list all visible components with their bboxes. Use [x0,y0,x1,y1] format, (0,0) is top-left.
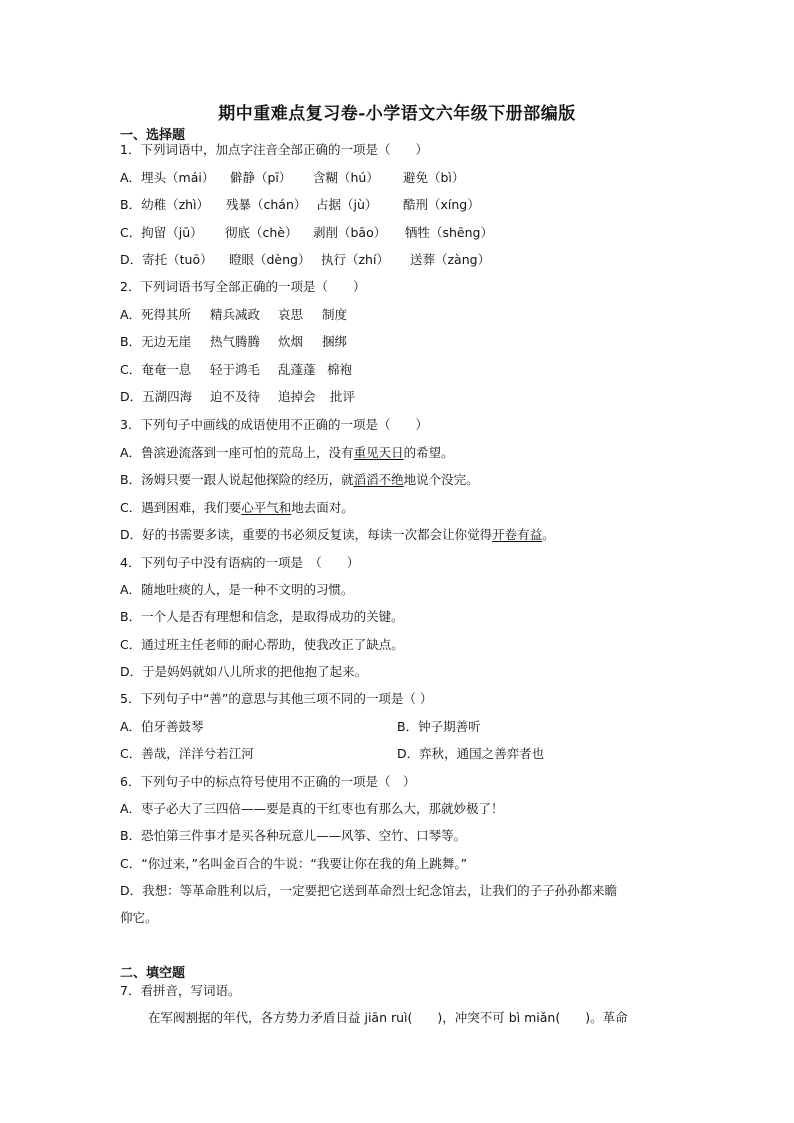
q1-option-d-1: D．寄托（tuō） [120,252,213,267]
q2-option-a-4: 制度 [322,307,348,322]
q2-option-b-2: 热气腾腾 [210,334,261,349]
q1-option-c-3: 剥削（bāo） [313,225,387,240]
q5-option-b: B．钟子期善听 [397,719,481,734]
question-1-stem: 1．下列词语中，加点字注音全部正确的一项是（ ） [120,142,428,157]
question-5-stem: 5．下列句子中“善”的意思与其他三项不同的一项是（ ） [120,691,433,706]
q6-option-d-line-1: D．我想：等革命胜利以后，一定要把它送到革命烈士纪念馆去，让我们的子子孙孙都来瞻 [120,883,618,898]
q1-option-a-4: 避免（bì） [403,170,465,185]
q6-option-a: A．枣子必大了三四倍——要是真的干红枣也有那么大，那就妙极了！ [120,801,504,816]
q1-option-c-4: 牺牲（shēng） [405,225,493,240]
question-2-stem: 2．下列词语书写全部正确的一项是（ ） [120,279,366,294]
q4-option-b: B．一个人是否有理想和信念，是取得成功的关键。 [120,609,404,624]
q1-option-d-2: 瞪眼（dèng） [229,252,311,267]
q7-passage-line: 在军阀割据的年代，各方势力矛盾日益 jiān ruì( )，冲突不可 bì miǎn( )。革命 [148,1010,628,1025]
q4-option-d: D．于是妈妈就如八儿所求的把他抱了起来。 [120,664,368,679]
question-7-stem: 7．看拼音，写词语。 [120,983,241,998]
q2-option-a-3: 哀思 [278,307,304,322]
q6-option-c: C．“你过来，”名叫金百合的牛说：“我要让你在我的角上跳舞。” [120,856,468,871]
q3-option-c [120,500,354,516]
q2-option-c-3: 乱蓬蓬 [278,362,316,377]
q6-option-b: B．恐怕第三件事才是买各种玩意儿——风筝、空竹、口琴等。 [120,828,467,843]
q1-option-c-1: C．拘留（jū） [120,225,203,240]
q1-option-a-1: A．埋头（mái） [120,170,215,185]
q6-option-d-line-2: 仰它。 [120,910,158,925]
q2-option-a-1: A．死得其所 [120,307,192,322]
q3-a-text: A．鲁滨逊流落到一座可怕的荒岛上，没有 [120,445,354,460]
q3-d-underlined-idiom: 开卷有益 [492,527,543,542]
q2-option-d-1: D．五湖四海 [120,389,193,404]
q2-option-b-4: 捆绑 [322,334,348,349]
q1-option-b-4: 酷刑（xíng） [403,197,480,212]
q3-a-underlined-idiom: 重见天日 [353,445,404,460]
q1-option-b-1: B．幼稚（zhì） [120,197,210,212]
q5-option-d: D．弈秋，通国之善弈者也 [397,746,545,761]
q3-option-a [120,445,454,461]
q3-d-text: D．好的书需要多读，重要的书必须反复读，每读一次都会让你觉得 [120,527,493,542]
q1-option-c-2: 彻底（chè） [225,225,298,240]
question-4-stem: 4．下列句子中没有语病的一项是 （ ） [120,555,360,570]
q2-option-a-2: 精兵减政 [210,307,261,322]
q2-option-d-2: 迫不及待 [210,389,261,404]
q3-option-b [120,472,479,488]
q3-d-text-end: 。 [542,527,555,542]
q1-option-a-3: 含糊（hú） [313,170,379,185]
q2-option-c-4: 棉袍 [327,362,353,377]
page-title: 期中重难点复习卷-小学语文六年级下册部编版 [218,104,576,124]
q2-option-b-1: B．无边无崖 [120,334,192,349]
question-6-stem: 6．下列句子中的标点符号使用不正确的一项是（ ） [120,774,416,789]
q2-option-d-3: 追掉会 [278,389,316,404]
q3-c-text-end: 地去面对。 [291,500,354,515]
q2-option-c-1: C．奄奄一息 [120,362,192,377]
q3-b-text-end: 地说个没完。 [403,472,479,487]
question-3-stem: 3．下列句子中画线的成语使用不正确的一项是（ ） [120,417,428,432]
q3-c-underlined-idiom: 心平气和 [241,500,292,515]
section-heading-choice: 一、选择题 [120,128,186,143]
q1-option-b-2: 残暴（chán） [226,197,307,212]
q1-option-d-4: 送葬（zàng） [410,252,491,267]
q3-option-d [120,527,555,543]
q5-option-a: A．伯牙善鼓琴 [120,719,204,734]
q2-option-d-4: 批评 [330,389,356,404]
q5-option-c: C．善哉，洋洋兮若江河 [120,746,254,761]
q3-b-text: B．汤姆只要一跟人说起他探险的经历，就 [120,472,354,487]
q1-option-b-3: 占据（jù） [316,197,378,212]
q2-option-c-2: 轻于鸿毛 [210,362,261,377]
q3-b-underlined-idiom: 滔滔不绝 [353,472,404,487]
q1-option-a-2: 僻静（pī） [230,170,292,185]
q4-option-c: C．通过班主任老师的耐心帮助，使我改正了缺点。 [120,637,404,652]
q2-option-b-3: 炊烟 [278,334,304,349]
q3-a-text-end: 的希望。 [403,445,454,460]
q3-c-text: C．遇到困难，我们要 [120,500,242,515]
q4-option-a: A．随地吐痰的人，是一种不文明的习惯。 [120,582,354,597]
q1-option-d-3: 执行（zhí） [321,252,389,267]
section-heading-fill: 二、填空题 [120,966,186,981]
